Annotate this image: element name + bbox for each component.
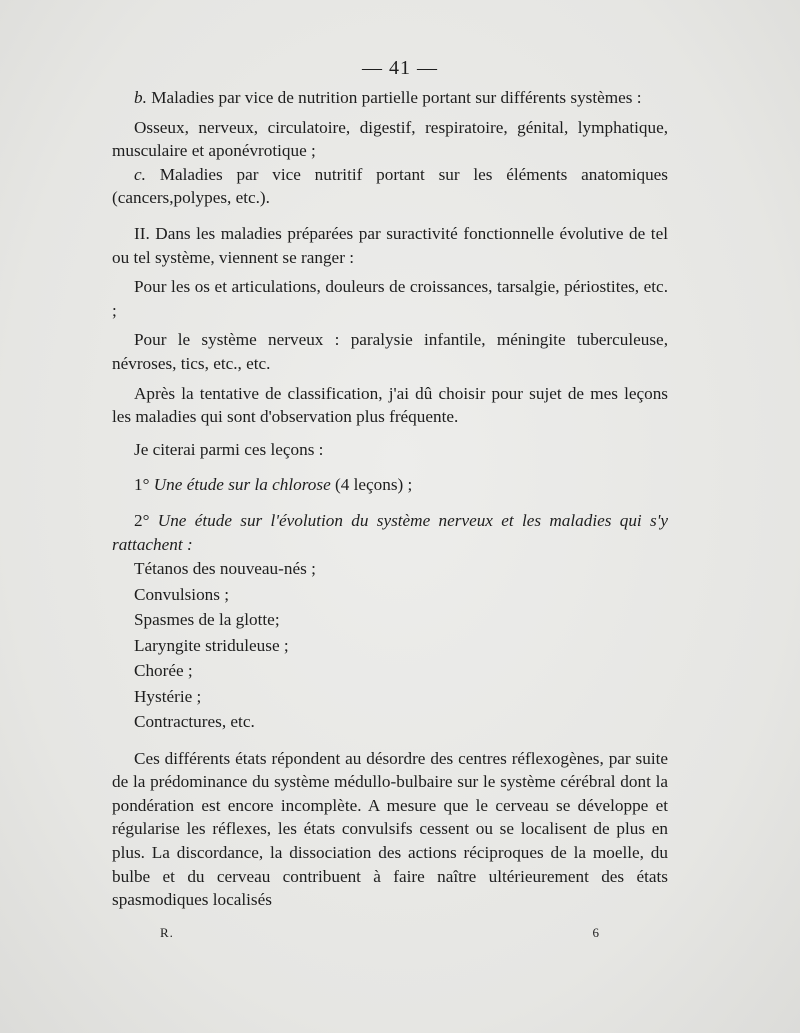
page-body: [112, 86, 668, 912]
list-item: Convulsions ;: [134, 584, 230, 604]
item-1-title: Une étude sur la chlorose: [153, 475, 331, 495]
list-item: Spasmes de la glotte;: [134, 610, 280, 630]
paragraph-b: [112, 86, 668, 110]
paragraph-b-detail: Osseux, nerveux, circulatoire, digestif, respiratoire, génital, lymphatique, musculaire et aponévrotique ;: [112, 117, 668, 161]
item-1: [112, 473, 668, 497]
item-1-number: 1°: [134, 475, 150, 495]
item-2-number: 2°: [134, 510, 150, 530]
paragraph-c-text: Maladies par vice nutritif portant sur les éléments anatomiques (cancers,polypes, etc.).: [112, 164, 668, 208]
list-item: Contractures, etc.: [134, 712, 255, 732]
item-1-suffix: (4 leçons) ;: [335, 475, 413, 495]
page-number: — 41 —: [362, 57, 438, 79]
list-item: Chorée ;: [134, 661, 193, 681]
paragraph-b-text: Maladies par vice de nutrition partielle portant sur différents systèmes :: [151, 88, 642, 107]
paragraph-ii-nerveux: Pour le système nerveux : paralysie infantile, méningite tuberculeuse, névroses, tics, etc., etc.: [112, 330, 668, 373]
paragraph-ii: II. Dans les maladies préparées par suractivité fonctionnelle évolutive de tel ou tel système, viennent se ranger :: [112, 223, 668, 267]
item-2-title: Une étude sur l'évolution du système nerveux et les maladies qui s'y rattachent :: [112, 510, 668, 554]
paragraph-c: [112, 163, 668, 210]
list-item: Hystérie ;: [134, 686, 202, 706]
list-item: Laryngite striduleuse ;: [134, 635, 289, 655]
paragraph-citerai: Je citerai parmi ces leçons :: [134, 439, 324, 459]
paragraph-closing: Ces différents états répondent au désordre des centres réflexogènes, par suite de la prédominance du système médullo-bulbaire sur le système cérébral dont la pondération est encore incomplète. A mesure que le cerveau se développe et régularise les réflexes, les états convulsifs cessent ou se localisent de plus en plus. La discordance, la dissociation des actions réciproques de la moelle, du bulbe et du cerveau contribuent à faire naître ultérieurement des états spasmodiques localisés: [112, 748, 668, 910]
maladies-list: [112, 556, 668, 735]
paragraph-c-letter: c.: [134, 164, 146, 184]
list-item: Tétanos des nouveau-nés ;: [134, 559, 316, 579]
paragraph-apres: Après la tentative de classification, j'ai dû choisir pour sujet de mes leçons les maladies qui sont d'observation plus fréquente.: [112, 383, 668, 427]
paragraph-ii-os: Pour les os et articulations, douleurs de croissances, tarsalgie, périostites, etc. ;: [112, 277, 668, 320]
paragraph-b-letter: b.: [134, 88, 147, 107]
item-2: [112, 509, 668, 556]
sheet-number: 6: [592, 925, 600, 940]
signature-mark: R.: [160, 925, 174, 940]
